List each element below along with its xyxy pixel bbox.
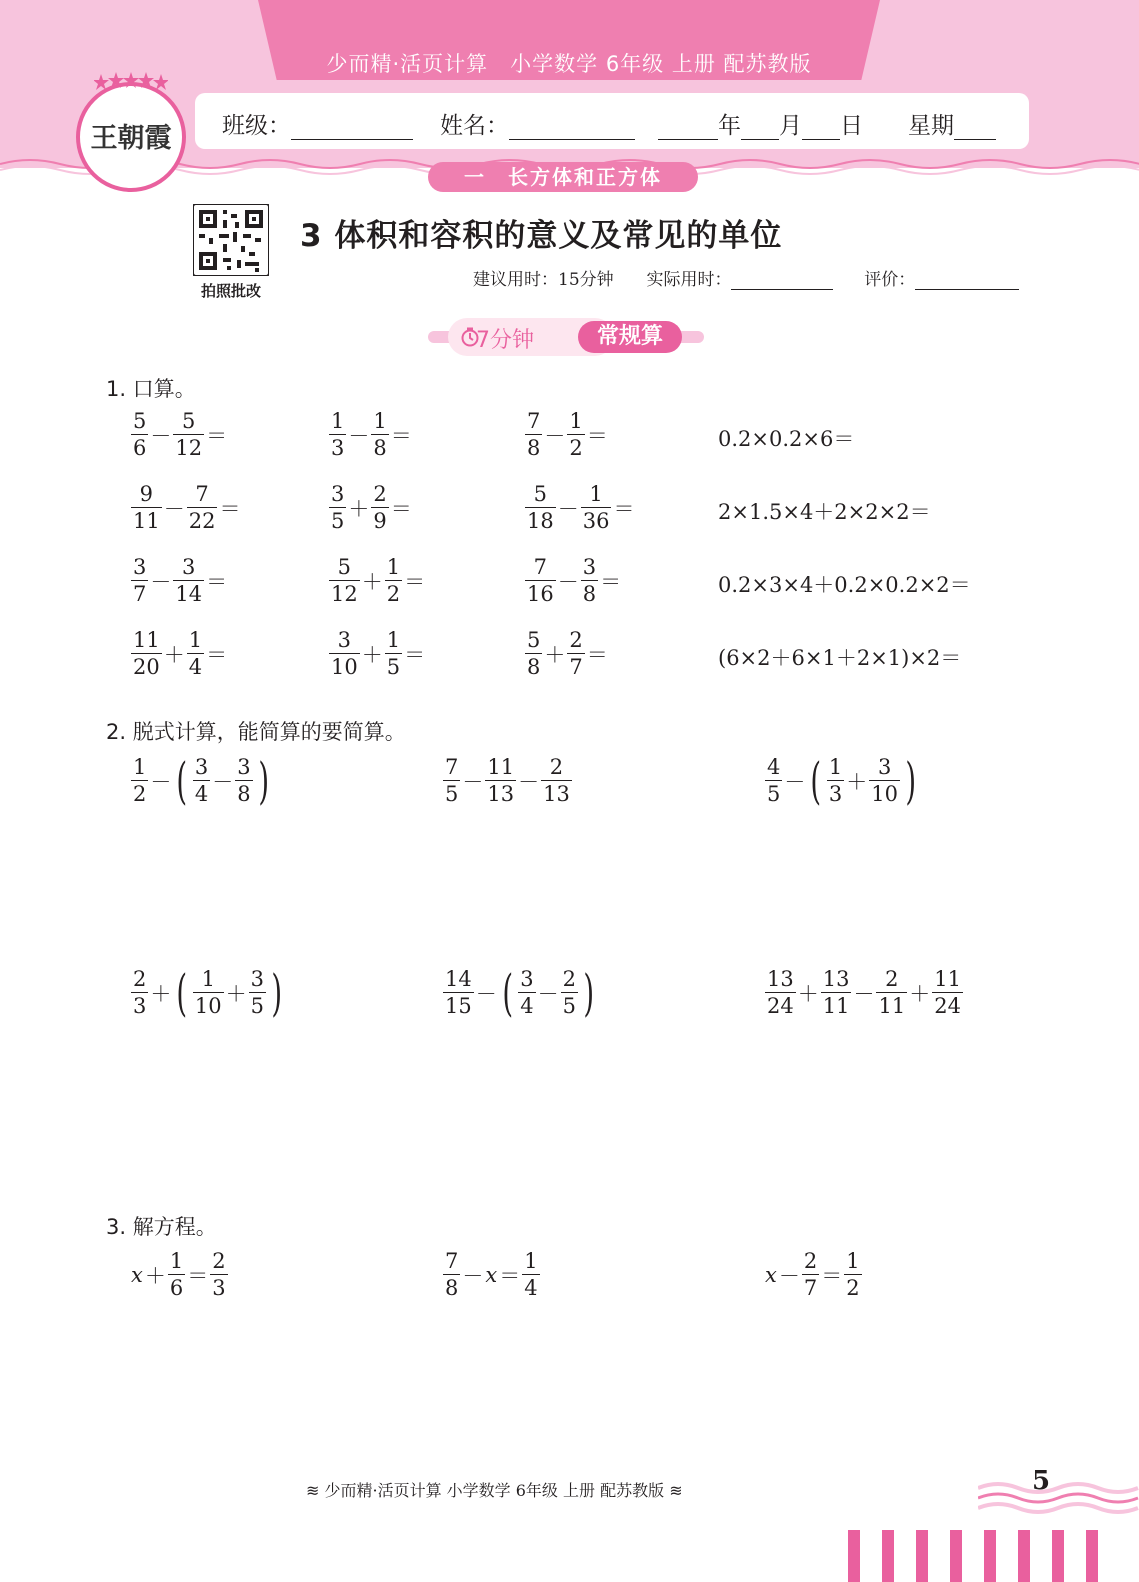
weekday-field[interactable] [908, 107, 996, 140]
question-1-title: 1. 口算。 [106, 377, 196, 401]
q1-r4-c2: $\frac{3}{10}$ ＋ $\frac{1}{5}$ ＝ [331, 628, 426, 679]
question-2-title: 2. 脱式计算，能简算的要简算。 [106, 720, 406, 744]
suggested-time: 建议用时：15分钟 [473, 270, 614, 290]
q1-r3-c2: $\frac{5}{12}$ ＋ $\frac{1}{2}$ ＝ [331, 555, 426, 606]
footer-text: ≋ 少而精·活页计算 小学数学 6年级 上册 配苏教版 ≋ [306, 1481, 683, 1500]
q1-r1-c3: $\frac{7}{8}$ － $\frac{1}{2}$ ＝ [527, 409, 608, 460]
series-title: 少而精·活页计算 小学数学 6年级 上册 配苏教版 [326, 52, 812, 76]
section-header [428, 318, 704, 356]
section-time: 7分钟 [476, 328, 534, 353]
q3-equation-1: x＋ $\frac{1}{6}$ ＝ $\frac{2}{3}$ [131, 1249, 226, 1300]
year-label: 年 [718, 113, 741, 139]
q3-equation-3: x－ $\frac{2}{7}$ ＝ $\frac{1}{2}$ [765, 1249, 860, 1300]
q1-r2-c1: $\frac{9}{11}$ － $\frac{7}{22}$ ＝ [133, 482, 241, 533]
q1-r1-c4: 0.2×0.2×6＝ [718, 427, 855, 451]
qr-code-icon[interactable] [193, 204, 269, 276]
q1-r2-c2: $\frac{3}{5}$ ＋ $\frac{2}{9}$ ＝ [331, 482, 412, 533]
weekday-label: 星期 [908, 113, 954, 139]
footer-wave [978, 1478, 1139, 1518]
lesson-title: 3 体积和容积的意义及常见的单位 [300, 218, 783, 254]
q2-expression-1: $\frac{1}{2}$ － ( $\frac{3}{4}$ － $\frac{3}{8}$ ) [133, 751, 269, 810]
name-field[interactable] [440, 107, 635, 140]
q2-expression-5: $\frac{14}{15}$ － ( $\frac{3}{4}$ － $\frac{2}{5}$ ) [445, 963, 595, 1022]
q1-r3-c4: 0.2×3×4＋0.2×0.2×2＝ [718, 573, 971, 597]
q2-expression-3: $\frac{4}{5}$ － ( $\frac{1}{3}$ ＋ $\frac{3}{10}$ ) [767, 751, 917, 810]
section-tag: 常规算 [578, 321, 682, 353]
name-label: 姓名： [440, 113, 509, 139]
q1-r3-c3: $\frac{7}{16}$ － $\frac{3}{8}$ ＝ [527, 555, 622, 606]
q1-r4-c1: $\frac{11}{20}$ ＋ $\frac{1}{4}$ ＝ [133, 628, 228, 679]
q1-r1-c1: $\frac{5}{6}$ － $\frac{5}{12}$ ＝ [133, 409, 228, 460]
q2-expression-4: $\frac{2}{3}$ ＋ ( $\frac{1}{10}$ ＋ $\frac{3}{5}$ ) [133, 963, 283, 1022]
q1-r2-c4: 2×1.5×4＋2×2×2＝ [718, 500, 931, 524]
q2-expression-6: $\frac{13}{24}$ ＋ $\frac{13}{11}$ － $\frac{2}{11}$ ＋ $\frac{11}{24}$ [767, 967, 961, 1018]
q1-r3-c1: $\frac{3}{7}$ － $\frac{3}{14}$ ＝ [133, 555, 228, 606]
logo-text: 王朝霞 [90, 123, 172, 154]
q1-r2-c3: $\frac{5}{18}$ － $\frac{1}{36}$ ＝ [527, 482, 635, 533]
page-number: 5 [1032, 1466, 1051, 1496]
day-label: 日 [840, 113, 863, 139]
class-field[interactable] [222, 107, 413, 140]
date-field[interactable] [658, 107, 863, 140]
month-label: 月 [779, 113, 802, 139]
q1-r4-c4: (6×2＋6×1＋2×1)×2＝ [718, 646, 962, 670]
brand-logo [76, 82, 186, 192]
actual-time-label: 实际用时： [646, 270, 732, 290]
class-label: 班级： [222, 113, 291, 139]
unit-banner: 一 长方体和正方体 [428, 162, 698, 192]
question-3-title: 3. 解方程。 [106, 1215, 217, 1239]
time-row [473, 265, 1019, 290]
rating-label: 评价： [864, 270, 916, 290]
q2-expression-2: $\frac{7}{5}$ － $\frac{11}{13}$ － $\frac{2}{13}$ [445, 755, 570, 806]
q1-r1-c2: $\frac{1}{3}$ － $\frac{1}{8}$ ＝ [331, 409, 412, 460]
q3-equation-2: $\frac{7}{8}$ －x＝ $\frac{1}{4}$ [445, 1249, 538, 1300]
qr-label: 拍照批改 [200, 282, 261, 300]
star-icons [94, 72, 168, 92]
q1-r4-c3: $\frac{5}{8}$ ＋ $\frac{2}{7}$ ＝ [527, 628, 608, 679]
